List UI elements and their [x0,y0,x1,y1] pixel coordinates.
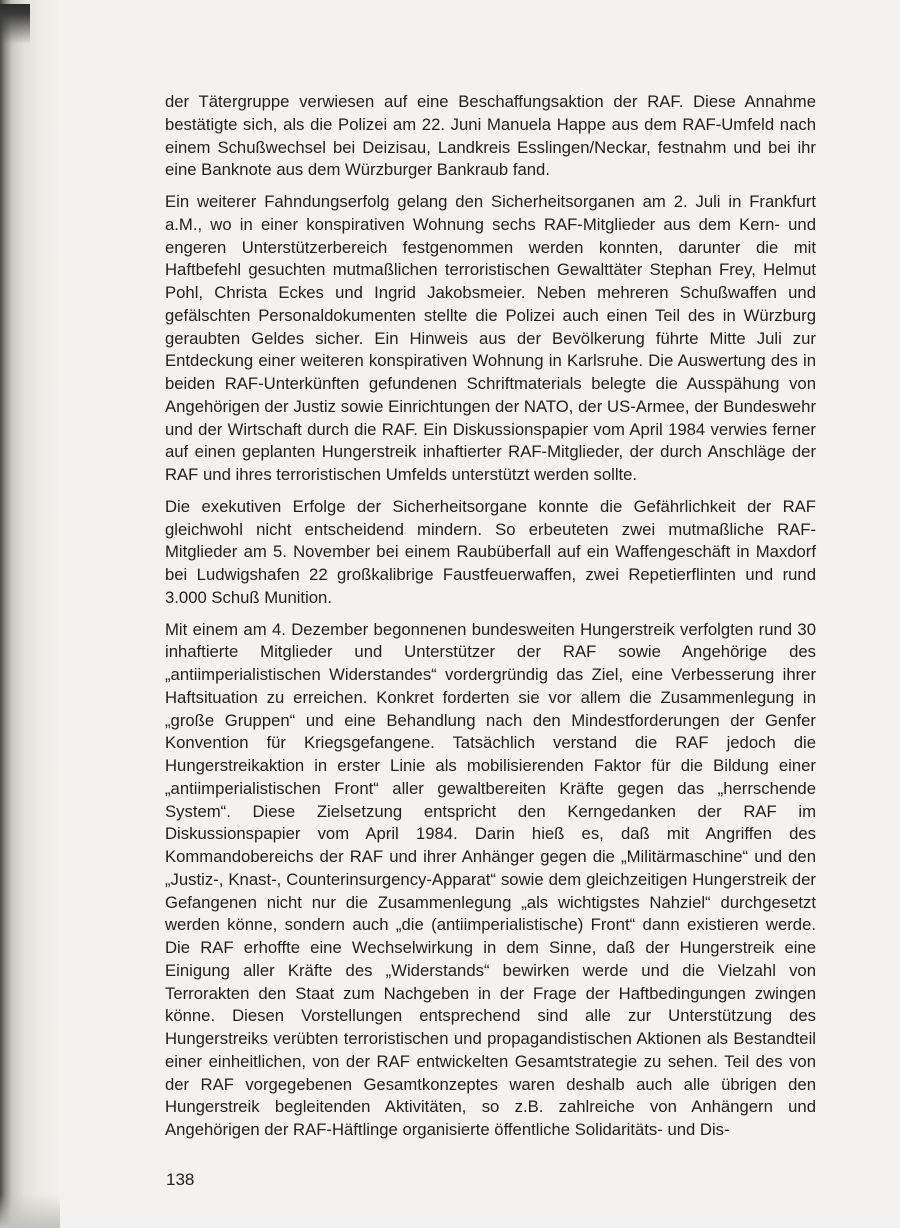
binding-mark [0,4,30,44]
book-spine-shadow [0,0,58,1228]
paragraph-1: der Tätergruppe verwiesen auf eine Beschaffungsaktion der RAF. Diese Annahme bestätigte sich, als die Polizei am 22. Juni Manuela Happe aus dem RAF-Umfeld nach einem Schußwechsel bei Deizisau, Landkreis Esslingen/Neckar, festnahm und bei ihr eine Banknote aus dem Würzburger Bankraub fand. [165,92,816,180]
paragraph-4: Mit einem am 4. Dezember begonnenen bundesweiten Hungerstreik verfolgten rund 30 inhaftierte Mitglieder und Unterstützer der RAF sowie Angehörige des „antiimperialistischen Widerstandes“ vordergründig das Ziel, eine Verbesserung ihrer Haftsituation zu erreichen. Konkret forderten sie vor allem die Zusammenlegung in „große Gruppen“ und eine Behandlung nach den Mindestforderungen der Genfer Konvention für Kriegsgefangene. Tatsächlich verstand die RAF jedoch die Hungerstreikaktion in erster Linie als mobilisierenden Faktor für die Bildung einer „antiimperialistischen Front“ aller gewaltbereiten Kräfte gegen das „herrschende System“. Diese Zielsetzung entspricht den Kerngedanken der RAF im Diskussionspapier vom April 1984. Darin hieß es, daß mit Angriffen des Kommandobereichs der RAF und ihrer Anhänger gegen die „Militärmaschine“ und den „Justiz-, Knast-, Counterinsurgency-Apparat“ sowie dem gleichzeitigen Hungerstreik der Gefangenen nicht nur die Zusammenlegung „als wichtigstes Nahziel“ durchgesetzt werden könne, sondern auch „die (antiimperialistische) Front“ dann existieren werde. Die RAF erhoffte eine Wechselwirkung in dem Sinne, daß der Hungerstreik eine Einigung aller Kräfte des „Widerstands“ bewirken werde und die Vielzahl von Terrorakten den Staat zum Nachgeben in der Frage der Haftbedingungen zwingen könne. Diesen Vorstellungen entsprechend sind alle zur Unterstützung des Hungerstreiks verübten terroristischen und propagandistischen Aktionen als Bestandteil einer einheitlichen, von der RAF entwickelten Gesamtstrategie zu sehen. Teil des von der RAF vorgegebenen Gesamtkonzeptes waren deshalb auch alle übrigen den Hungerstreik begleitenden Aktivitäten, so z.B. zahlreiche von Anhängern und Angehörigen der RAF-Häftlinge organisierte öffentliche Solidaritäts- und Dis- [165,619,816,1139]
page-number: 138 [166,1170,195,1189]
paragraph-3: Die exekutiven Erfolge der Sicherheitsorgane konnte die Gefährlichkeit der RAF gleichwohl nicht entscheidend mindern. So erbeuteten zwei mutmaßliche RAF-Mitglieder am 5. November bei einem Raubüberfall auf ein Waffengeschäft in Maxdorf bei Ludwigshafen 22 großkalibrige Faustfeuerwaffen, zwei Repetierflinten und rund 3.000 Schuß Munition. [165,496,816,607]
binding-edge [0,1194,60,1228]
paragraph-2: Ein weiterer Fahndungserfolg gelang den Sicherheitsorganen am 2. Juli in Frankfurt a.M., wo in einer konspirativen Wohnung sechs RAF-Mitglieder aus dem Kern- und engeren Unterstützerbereich festgenommen werden konnten, darunter die mit Haftbefehl gesuchten mutmaßlichen terroristischen Gewalttäter Stephan Frey, Helmut Pohl, Christa Eckes und Ingrid Jakobsmeier. Neben mehreren Schußwaffen und gefälschten Personaldokumenten stellte die Polizei auch einen Teil des in Würzburg geraubten Geldes sicher. Ein Hinweis aus der Bevölkerung führte Mitte Juli zur Entdeckung einer weiteren konspirativen Wohnung in Karlsruhe. Die Auswertung des in beiden RAF-Unterkünften gefundenen Schriftmaterials belegte die Ausspähung von Angehörigen der Justiz sowie Einrichtungen der NATO, der US-Armee, der Bundeswehr und der Wirtschaft durch die RAF. Ein Diskussionspapier vom April 1984 verwies ferner auf einen geplanten Hungerstreik inhaftierter RAF-Mitglieder, der durch Anschläge der RAF und ihres terroristischen Umfelds unterstützt werden sollte. [165,192,816,484]
body-text [165,91,816,1151]
